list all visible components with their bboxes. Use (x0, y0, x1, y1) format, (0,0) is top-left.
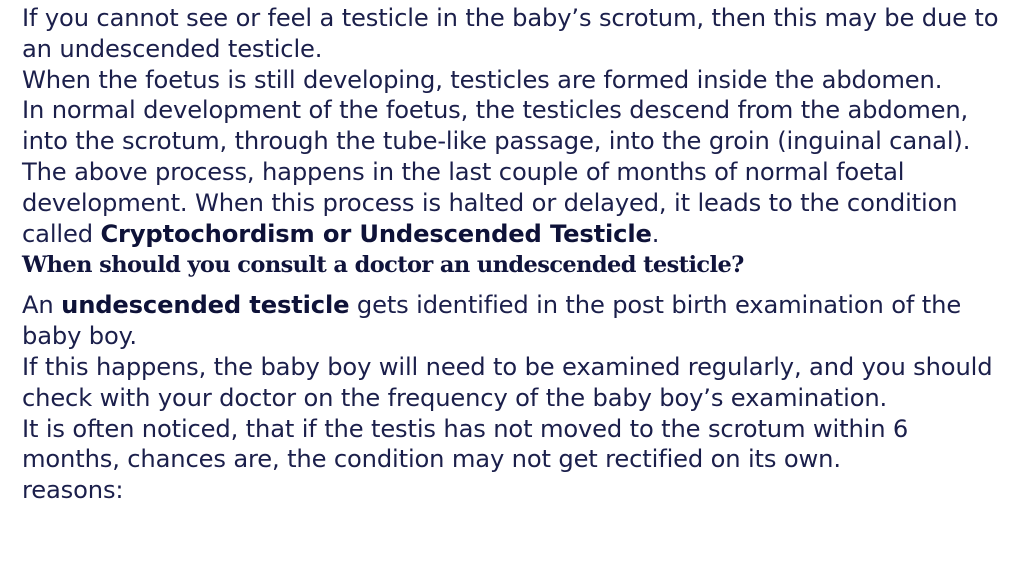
paragraph-condition-text: The above process, happens in the last couple of months of normal foetal development. When this process is halted or delayed, it leads to the condition called (22, 157, 958, 248)
paragraph-condition (22, 157, 1012, 249)
paragraph-identification (22, 290, 1012, 352)
paragraph-six-months: It is often noticed, that if the testis has not moved to the scrotum within 6 months, chances are, the condition may not get rectified on its own. (22, 414, 909, 474)
paragraph-identification-start: An (22, 291, 62, 320)
section-heading: When should you consult a doctor an undescended testicle? (22, 252, 744, 279)
condition-name-bold: Cryptochordism or Undescended Testicle (100, 219, 652, 248)
paragraph-reasons: reasons: (22, 476, 124, 505)
article-body (22, 3, 1012, 506)
paragraph-condition-end: . (651, 219, 660, 248)
paragraph-foetus-development: When the foetus is still developing, testicles are formed inside the abdomen. (22, 65, 943, 94)
paragraph-identification-end: gets identified in the post birth examination of the baby boy. (22, 291, 962, 351)
paragraph-examination: If this happens, the baby boy will need to be examined regularly, and you should check with your doctor on the frequency of the baby boy’s examination. (22, 352, 993, 412)
paragraph-normal-descent: In normal development of the foetus, the testicles descend from the abdomen, into the scrotum, through the tube-like passage, into the groin (inguinal canal). (22, 96, 971, 156)
paragraph-intro: If you cannot see or feel a testicle in the baby’s scrotum, then this may be due to an undescended testicle. (22, 4, 999, 63)
undescended-testicle-bold: undescended testicle (61, 291, 350, 320)
